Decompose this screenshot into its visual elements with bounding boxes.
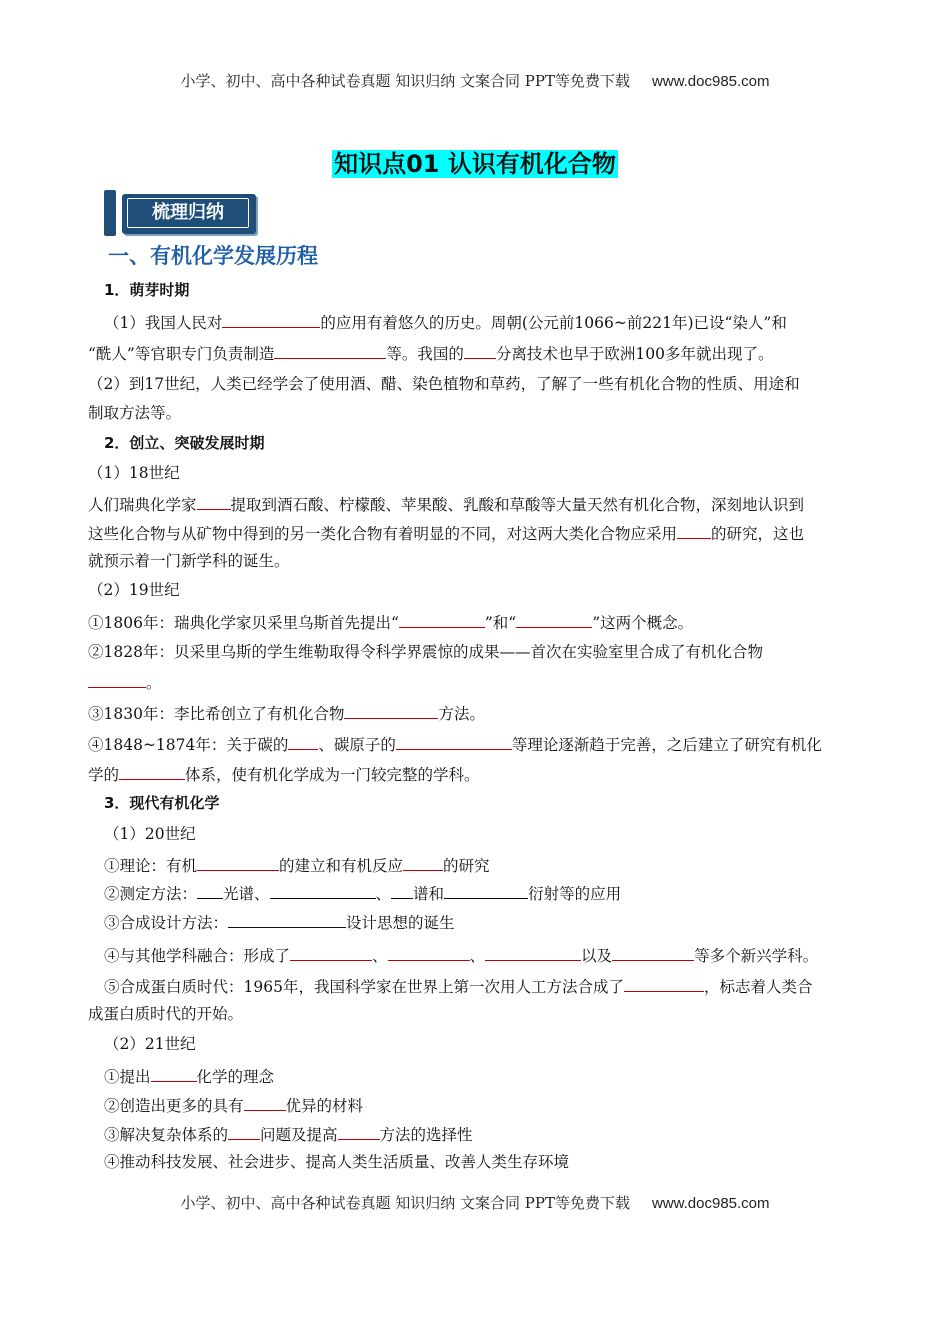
text: （1）我国人民对 [104, 314, 223, 332]
paragraph-line [104, 975, 812, 997]
text: 问题及提高 [260, 1126, 338, 1144]
text: 化学的理念 [196, 1068, 275, 1086]
paragraph-line: （1）18世纪 [88, 464, 180, 482]
paragraph-line [88, 611, 693, 633]
blank[interactable] [197, 854, 279, 871]
paragraph-line [88, 522, 804, 544]
blank[interactable] [485, 944, 581, 961]
text: 等理论逐渐趋于完善，之后建立了研究有机化 [511, 736, 822, 754]
blank[interactable] [270, 882, 376, 899]
title-text: 知识点01 认识有机化合物 [334, 150, 616, 178]
paragraph-line [88, 733, 822, 755]
text: 设计思想的诞生 [346, 914, 455, 932]
text: 的研究 [443, 857, 490, 875]
text: 等多个新兴学科。 [694, 947, 819, 965]
text: ③解决复杂体系的 [104, 1126, 229, 1144]
badge-label: 梳理归纳 [127, 198, 249, 228]
page-title [0, 144, 950, 179]
blank[interactable] [288, 733, 318, 750]
text: 、碳原子的 [318, 736, 396, 754]
blank[interactable] [88, 671, 146, 688]
text: 提取到酒石酸、柠檬酸、苹果酸、乳酸和草酸等大量天然有机化合物，深刻地认识到 [230, 496, 805, 514]
paragraph-line [88, 342, 773, 364]
blank[interactable] [290, 944, 372, 961]
text: 以及 [581, 947, 613, 965]
blank[interactable] [464, 342, 496, 359]
text: 。 [146, 674, 162, 692]
paragraph-line [88, 671, 162, 693]
section-badge [104, 190, 254, 236]
subheading-1: 1．萌芽时期 [104, 281, 190, 299]
text: （2）到17世纪，人类已经学会了使用酒、醋、染色植物和草药，了解了一些有机化合物的性质、用途和 [88, 375, 800, 393]
paragraph-line [88, 374, 800, 394]
text: 这些化合物与从矿物中得到的另一类化合物有着明显的不同，对这两大类化合物应采用 [88, 525, 678, 543]
paragraph-line [104, 1094, 363, 1116]
text: 人们瑞典化学家 [88, 496, 197, 514]
blank[interactable] [197, 882, 223, 899]
blank[interactable] [396, 733, 512, 750]
paragraph-line: ④推动科技发展、社会进步、提高人类生活质量、改善人类生存环境 [104, 1153, 570, 1171]
text: 方法。 [438, 705, 485, 723]
text: 学的 [88, 766, 120, 784]
blank[interactable] [516, 611, 592, 628]
page-footer [0, 1192, 950, 1213]
header-text: 小学、初中、高中各种试卷真题 知识归纳 文案合同 PPT等免费下载 [180, 72, 630, 90]
text: 方法的选择性 [379, 1126, 473, 1144]
blank[interactable] [151, 1065, 197, 1082]
blank[interactable] [403, 854, 443, 871]
text: 光谱、 [223, 885, 270, 903]
text: ”和“ [484, 614, 517, 632]
text: ①1806年：瑞典化学家贝采里乌斯首先提出“ [88, 614, 399, 632]
text: ”这两个概念。 [592, 614, 694, 632]
blank[interactable] [228, 911, 346, 928]
blank[interactable] [274, 342, 386, 359]
text: ①提出 [104, 1068, 151, 1086]
text: “酰人”等官职专门负责制造 [88, 345, 275, 363]
text: ②测定方法： [104, 885, 198, 903]
paragraph-line [88, 493, 804, 515]
blank[interactable] [444, 882, 528, 899]
header-site[interactable]: www.doc985.com [651, 73, 770, 90]
paragraph-line [104, 944, 818, 966]
paragraph-line [104, 1065, 274, 1087]
text: ②创造出更多的具有 [104, 1097, 244, 1115]
blank[interactable] [399, 611, 485, 628]
text: ⑤合成蛋白质时代：1965年，我国科学家在世界上第一次用人工方法合成了 [104, 978, 624, 996]
text: 优异的材料 [285, 1097, 364, 1115]
blank[interactable] [228, 1123, 260, 1140]
paragraph-line [88, 763, 480, 785]
paragraph-line [88, 403, 181, 423]
paragraph-line [88, 702, 485, 724]
paragraph-line [104, 854, 490, 876]
footer-site[interactable]: www.doc985.com [651, 1195, 770, 1212]
text: 体系，使有机化学成为一门较完整的学科。 [185, 766, 480, 784]
paragraph-line: 成蛋白质时代的开始。 [88, 1005, 244, 1023]
paragraph-line: （2）19世纪 [88, 581, 180, 599]
text: 衍射等的应用 [528, 885, 622, 903]
page-header [0, 70, 950, 91]
paragraph-line [104, 911, 455, 933]
blank[interactable] [119, 763, 185, 780]
blank[interactable] [338, 1123, 380, 1140]
text: ，标志着人类合 [703, 978, 813, 996]
text: 分离技术也早于欧洲100多年就出现了。 [495, 345, 774, 363]
paragraph-line: ②1828年：贝采里乌斯的学生维勒取得令科学界震惊的成果——首次在实验室里合成了有机化合物 [88, 643, 763, 661]
footer-text: 小学、初中、高中各种试卷真题 知识归纳 文案合同 PPT等免费下载 [180, 1194, 630, 1212]
text: 制取方法等。 [88, 404, 182, 422]
text: ④与其他学科融合：形成了 [104, 947, 291, 965]
text: 等。我国的 [386, 345, 464, 363]
blank[interactable] [222, 311, 320, 328]
paragraph-line [104, 311, 787, 333]
blank[interactable] [197, 493, 231, 510]
blank[interactable] [244, 1094, 286, 1111]
subheading-2: 2．创立、突破发展时期 [104, 434, 265, 452]
paragraph-line: 就预示着一门新学科的诞生。 [88, 552, 290, 570]
paragraph-line [104, 1123, 473, 1145]
text: 的研究，这也 [711, 525, 805, 543]
blank[interactable] [624, 975, 704, 992]
text: 、 [375, 885, 392, 903]
blank[interactable] [612, 944, 694, 961]
text: ③1830年：李比希创立了有机化合物 [88, 705, 345, 723]
paragraph-line [104, 882, 621, 904]
text: ①理论：有机 [104, 857, 198, 875]
text: ④1848~1874年：关于碳的 [88, 736, 289, 754]
blank[interactable] [391, 882, 413, 899]
blank[interactable] [344, 702, 438, 719]
section-heading: 一、有机化学发展历程 [108, 244, 318, 268]
text: 、 [372, 947, 388, 965]
subheading-3: 3．现代有机化学 [104, 794, 220, 812]
blank[interactable] [388, 944, 470, 961]
text: 的建立和有机反应 [279, 857, 404, 875]
paragraph-line: （2）21世纪 [104, 1035, 196, 1053]
text: ③合成设计方法： [104, 914, 229, 932]
text: 谱和 [413, 885, 445, 903]
text: 的应用有着悠久的历史。周朝(公元前1066~前221年)已设“染人”和 [320, 314, 787, 332]
paragraph-line: （1）20世纪 [104, 825, 196, 843]
text: 、 [469, 947, 486, 965]
blank[interactable] [677, 522, 711, 539]
